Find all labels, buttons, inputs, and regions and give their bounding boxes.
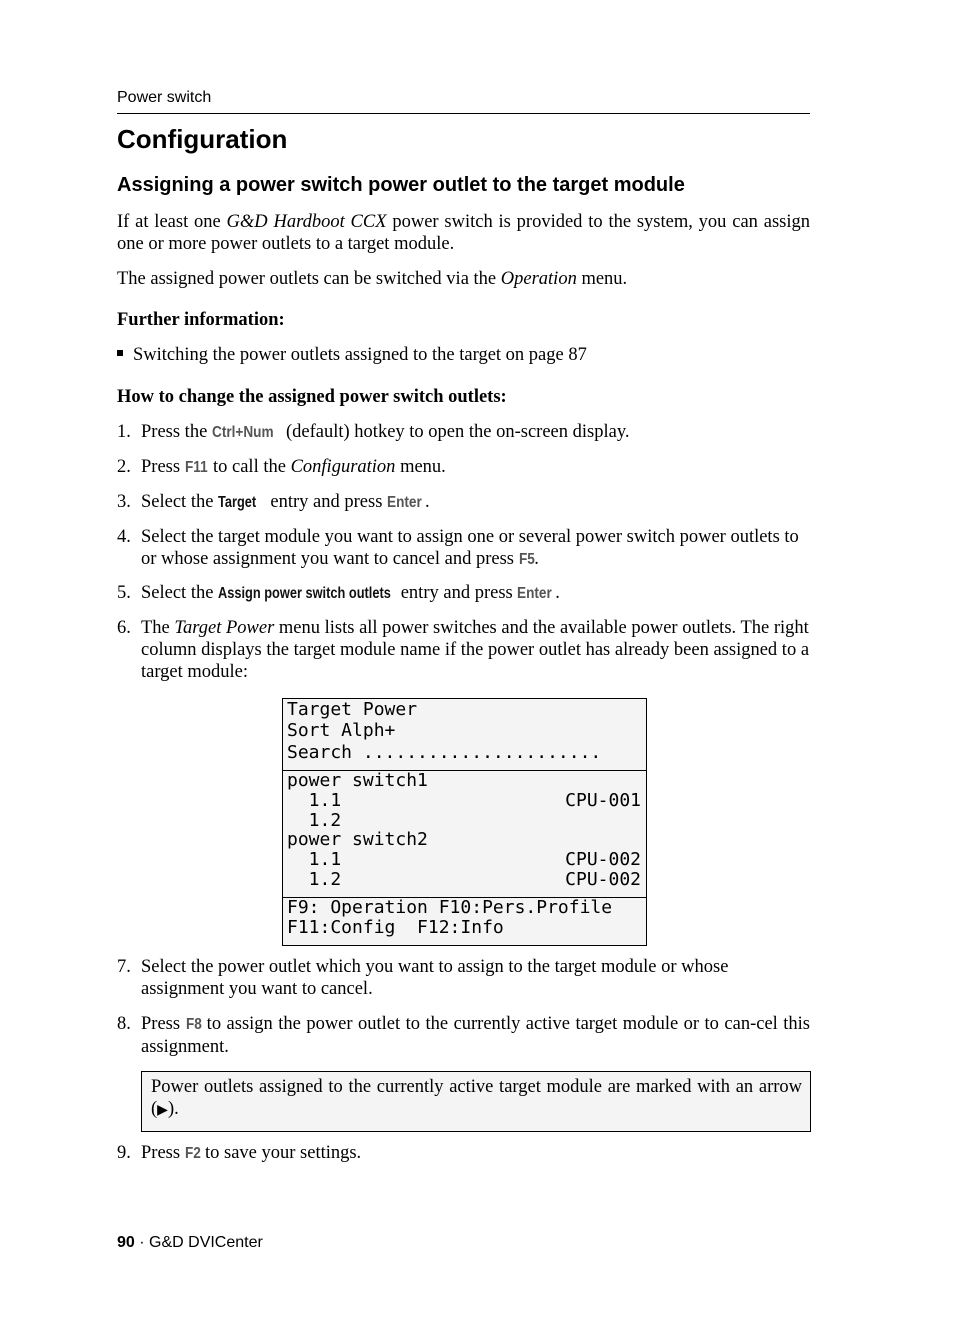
- entry-label: Assign power switch outlets: [218, 585, 391, 602]
- osd-outlet-row[interactable]: 1.1: [287, 849, 342, 870]
- step-3: 3. Select the Target entry and press Enter .: [117, 492, 430, 512]
- osd-outlet-target: CPU-002: [565, 849, 641, 870]
- page-footer: 90 · G&D DVICenter: [117, 1234, 263, 1251]
- osd-function-keys-1: F9: Operation F10:Pers.Profile: [287, 897, 613, 918]
- osd-outlet-target: CPU-001: [565, 790, 641, 811]
- key-label: F5: [518, 551, 535, 568]
- step-9: 9. Press F2 to save your settings.: [117, 1143, 362, 1163]
- intro-paragraph-2: The assigned power outlets can be switched via the Operation menu.: [117, 269, 628, 289]
- note-box: [141, 1071, 811, 1132]
- key-label: Enter: [387, 494, 422, 511]
- osd-switch-1[interactable]: power switch1: [287, 770, 428, 791]
- osd-sort[interactable]: Sort Alph+: [287, 720, 396, 741]
- step-2: 2. Press F11 to call the Configuration menu.: [117, 457, 446, 477]
- section-heading: Assigning a power switch power outlet to the target module: [117, 174, 685, 196]
- footer-product: G&D DVICenter: [149, 1234, 263, 1251]
- step-4: 4. Select the target module you want to assign one or several power switch power outlets to or whose assignment you want to cancel and press F5.: [117, 527, 799, 569]
- step-8: 8. Press F8 to assign the power outlet to the currently active target module or to can-cel this assignment.: [117, 1014, 810, 1057]
- osd-outlet-row[interactable]: 1.2: [287, 810, 342, 831]
- osd-switch-2[interactable]: power switch2: [287, 829, 428, 850]
- step-5: 5. Select the Assign power switch outlets entry and press Enter .: [117, 583, 560, 603]
- arrow-right-icon: ▶: [157, 1102, 168, 1118]
- note-text: Power outlets assigned to the currently active target module are marked with an arrow (▶).: [151, 1077, 802, 1119]
- further-info-label: Further information:: [117, 310, 285, 330]
- key-label: F11: [184, 459, 208, 476]
- page-number: 90: [117, 1234, 135, 1251]
- osd-search[interactable]: Search ......................: [287, 742, 602, 763]
- key-label: Enter: [517, 585, 553, 602]
- step-7: 7. Select the power outlet which you want to assign to the target module or whose assignment you want to cancel.: [117, 957, 729, 999]
- hotkey-label: Ctrl+Num: [211, 424, 274, 441]
- osd-title: Target Power: [287, 699, 418, 720]
- key-label: F2: [184, 1145, 201, 1162]
- step-1: 1. Press the Ctrl+Num (default) hotkey to open the on-screen display.: [117, 422, 630, 442]
- header-rule: [117, 113, 810, 114]
- osd-outlet-row[interactable]: 1.1: [287, 790, 342, 811]
- entry-label: Target: [218, 494, 257, 511]
- osd-outlet-row[interactable]: 1.2: [287, 869, 342, 890]
- target-power-osd: [282, 698, 647, 946]
- page-title: Configuration: [117, 124, 288, 154]
- howto-label: How to change the assigned power switch outlets:: [117, 387, 507, 407]
- osd-function-keys-2: F11:Config F12:Info: [287, 917, 504, 938]
- running-header: Power switch: [117, 89, 212, 106]
- key-label: F8: [185, 1016, 202, 1033]
- bullet-square-icon: [117, 350, 123, 356]
- osd-outlet-target: CPU-002: [565, 869, 641, 890]
- further-info-item: Switching the power outlets assigned to the target on page 87: [117, 344, 587, 366]
- intro-paragraph-1: If at least one G&D Hardboot CCX power switch is provided to the system, you can assign one or more power outlets to a target module.: [117, 212, 810, 254]
- step-6: 6. The Target Power menu lists all power switches and the available power outlets. The right column displays the target module name if the power outlet has already been assigned to a target module:: [117, 618, 810, 682]
